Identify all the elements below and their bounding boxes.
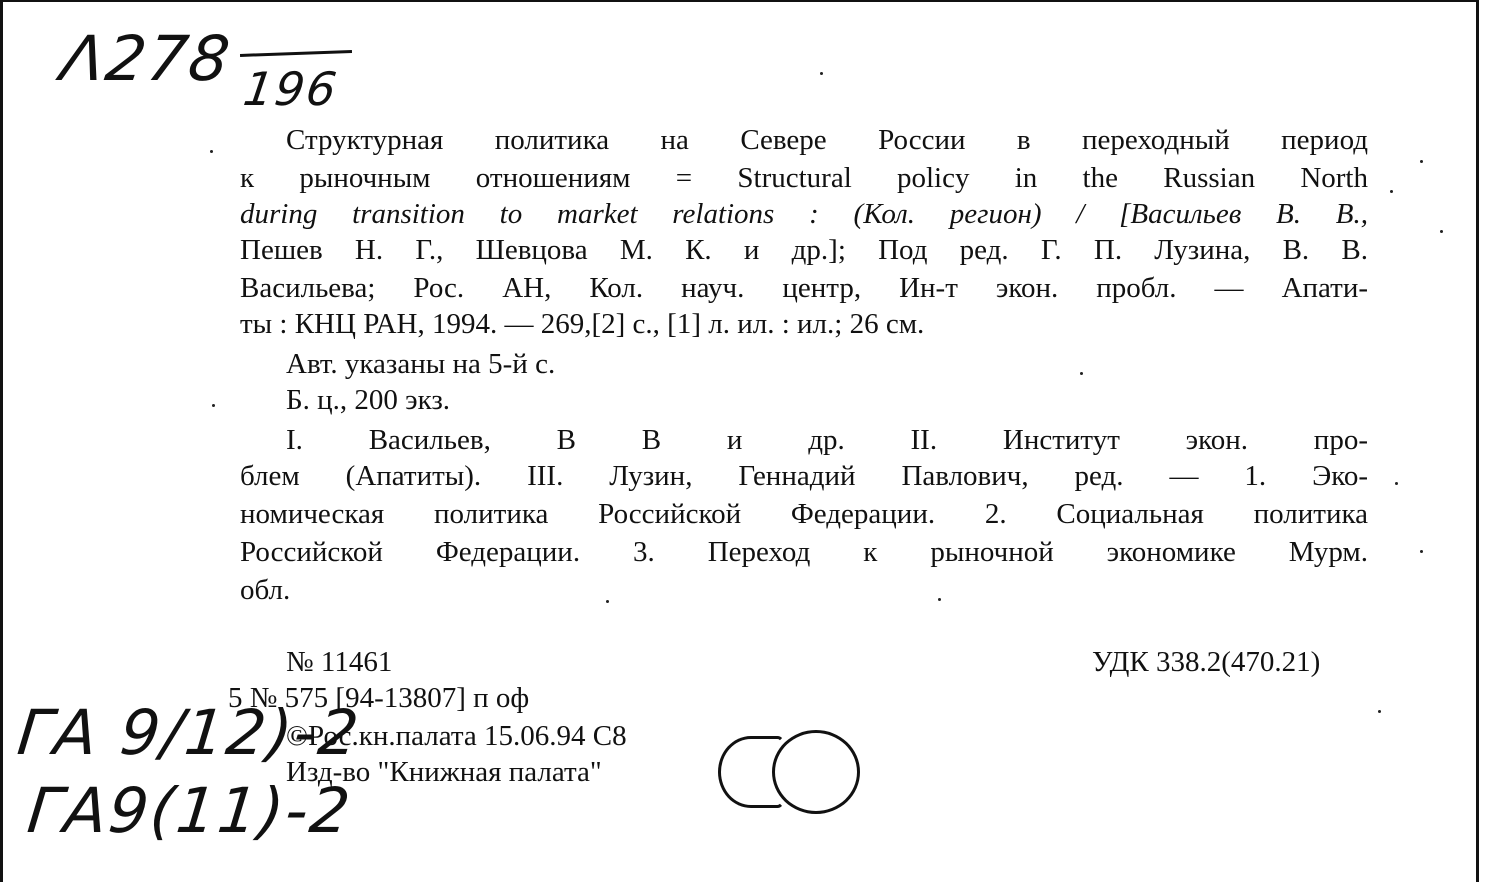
stamp-arc — [718, 736, 784, 808]
scan-speck — [1420, 160, 1423, 163]
stamp-circle — [772, 730, 860, 814]
tracings-line-4: Российской Федерации. 3. Переход к рыночной экономике Мурм. — [240, 536, 1368, 568]
scan-speck — [1440, 230, 1443, 233]
print-info: 5 № 575 [94-13807] п оф — [228, 682, 530, 714]
title-line-3: during transition to market relations : (Кол. регион) / [Васильев В. В., — [240, 198, 1368, 230]
scan-speck — [1420, 550, 1423, 553]
title-line-2: к рыночным отношениям = Structural policy in the Russian North — [240, 162, 1368, 194]
publisher-line: Изд-во "Книжная палата" — [286, 756, 602, 788]
tracings-line-3: номическая политика Российской Федерации. 2. Социальная политика — [240, 498, 1368, 530]
shelf-mark-bar — [240, 50, 352, 57]
scan-speck — [1378, 710, 1381, 713]
udk-code: УДК 338.2(470.21) — [1092, 646, 1321, 678]
card-number: № 11461 — [286, 646, 393, 678]
handwritten-note-a: ΓΑ 9/12)-2 — [14, 696, 364, 769]
copyright-line: ©Рос.кн.палата 15.06.94 С8 — [286, 720, 627, 752]
card-border-left — [0, 0, 3, 882]
scan-speck — [212, 404, 215, 407]
card-border-top — [0, 0, 1479, 2]
scan-speck — [1395, 482, 1398, 485]
title-line-4: Пешев Н. Г., Шевцова М. К. и др.]; Под ред. Г. П. Лузина, В. В. — [240, 234, 1368, 266]
note-authors: Авт. указаны на 5-й с. — [286, 348, 556, 380]
note-price: Б. ц., 200 экз. — [286, 384, 451, 416]
card-border-right — [1476, 0, 1479, 882]
scan-speck — [210, 150, 213, 153]
scan-speck — [1390, 190, 1393, 193]
scan-speck — [606, 600, 609, 603]
tracings-line-1: I. Васильев, В В и др. II. Институт экон. про- — [286, 424, 1368, 456]
scan-speck — [820, 72, 823, 75]
title-line-6: ты : КНЦ РАН, 1994. — 269,[2] с., [1] л. ил. : ил.; 26 см. — [240, 308, 925, 340]
shelf-mark-sub: 196 — [240, 62, 342, 116]
tracings-line-2: блем (Апатиты). III. Лузин, Геннадий Павлович, ред. — 1. Эко- — [240, 460, 1368, 492]
scan-speck — [938, 598, 941, 601]
title-line-1: Структурная политика на Севере России в переходный период — [286, 124, 1368, 156]
tracings-line-5: обл. — [240, 574, 291, 606]
shelf-mark: Λ278 — [56, 22, 236, 95]
handwritten-note-b: ΓΑ9(11)-2 — [24, 774, 356, 847]
scan-speck — [1080, 372, 1083, 375]
title-line-5: Васильева; Рос. АН, Кол. науч. центр, Ин-т экон. пробл. — Апати- — [240, 272, 1368, 304]
